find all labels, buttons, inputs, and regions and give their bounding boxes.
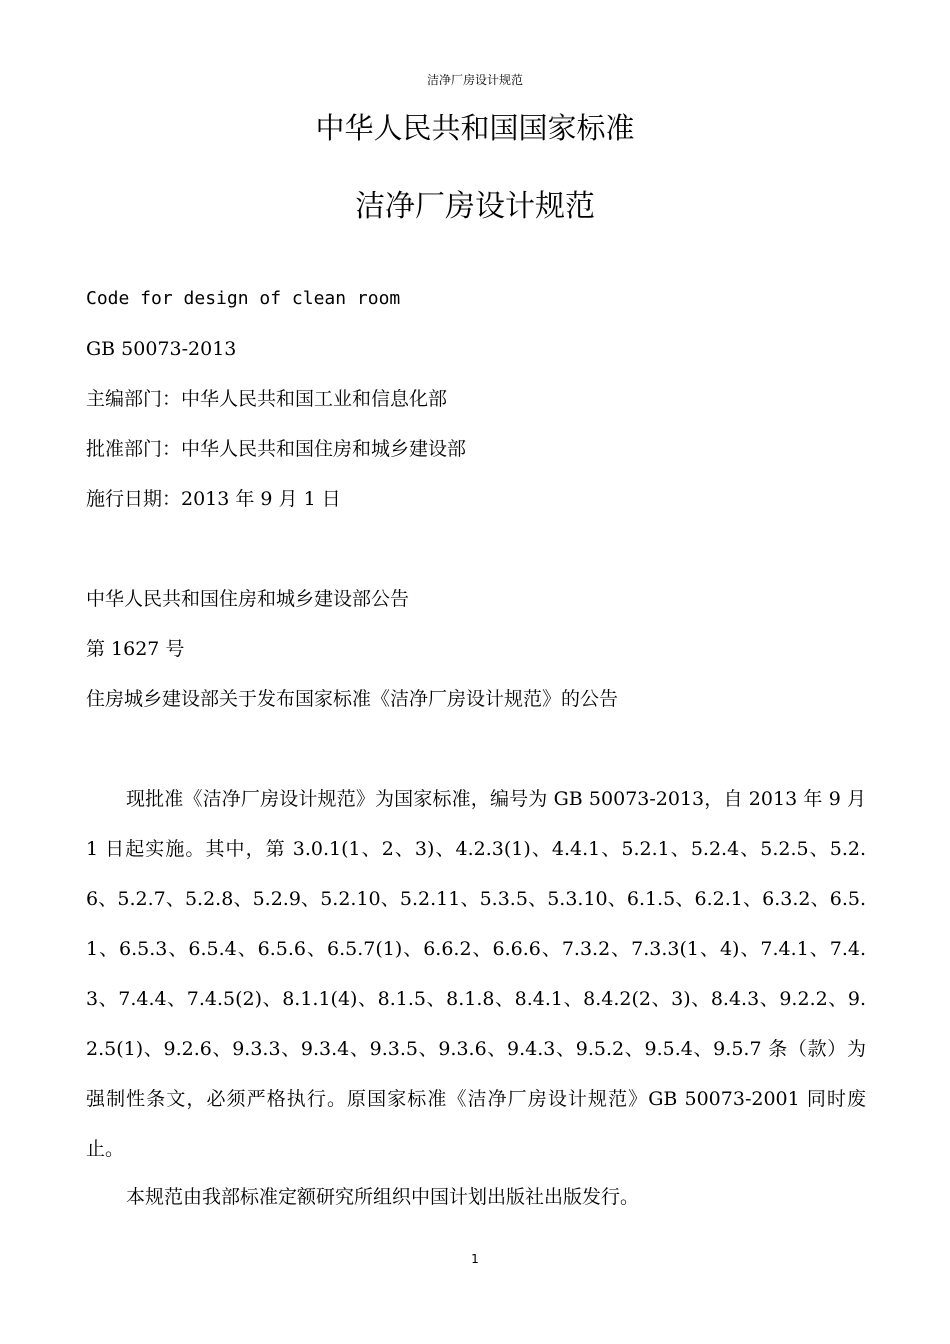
body-paragraph-publisher: 本规范由我部标准定额研究所组织中国计划出版社出版发行。	[126, 1186, 640, 1208]
announcement-subject: 住房城乡建设部关于发布国家标准《洁净厂房设计规范》的公告	[86, 688, 619, 710]
announcement-issuer: 中华人民共和国住房和城乡建设部公告	[86, 588, 410, 610]
effective-date: 施行日期：2013 年 9 月 1 日	[86, 488, 341, 510]
english-title: Code for design of clean room	[86, 288, 401, 309]
standard-code: GB 50073-2013	[86, 338, 237, 360]
page-number: 1	[471, 1252, 479, 1266]
chief-editor-department: 主编部门：中华人民共和国工业和信息化部	[86, 388, 448, 410]
running-header: 洁净厂房设计规范	[426, 73, 523, 87]
announcement-number: 第 1627 号	[86, 638, 185, 660]
standard-type-title: 中华人民共和国国家标准	[315, 111, 635, 145]
document-title: 洁净厂房设计规范	[355, 189, 595, 224]
body-paragraph: 现批准《洁净厂房设计规范》为国家标准，编号为 GB 50073-2013，自 2013 年 9 月 1 日起实施。其中，第 3.0.1(1、2、3)、4.2.3(1)、4.4.1、5.2.1、5.2.4、5.2.5、5.2.6、5.2.7、5.2.8、5.2.9、5.2.10、5.2.11、5.3.5、5.3.10、6.1.5、6.2.1、6.3.2、6.5.1、6.5.3、6.5.4、6.5.6、6.5.7(1)、6.6.2、6.6.6、7.3.2、7.3.3(1、4)、7.4.1、7.4.3、7.4.4、7.4.5(2)、8.1.1(4)、8.1.5、8.1.8、8.4.1、8.4.2(2、3)、8.4.3、9.2.2、9.2.5(1)、9.2.6、9.3.3、9.3.4、9.3.5、9.3.6、9.4.3、9.5.2、9.5.4、9.5.7 条（款）为强制性条文，必须严格执行。原国家标准《洁净厂房设计规范》GB 50073-2001 同时废止。	[86, 788, 866, 1160]
approval-department: 批准部门：中华人民共和国住房和城乡建设部	[86, 438, 467, 460]
